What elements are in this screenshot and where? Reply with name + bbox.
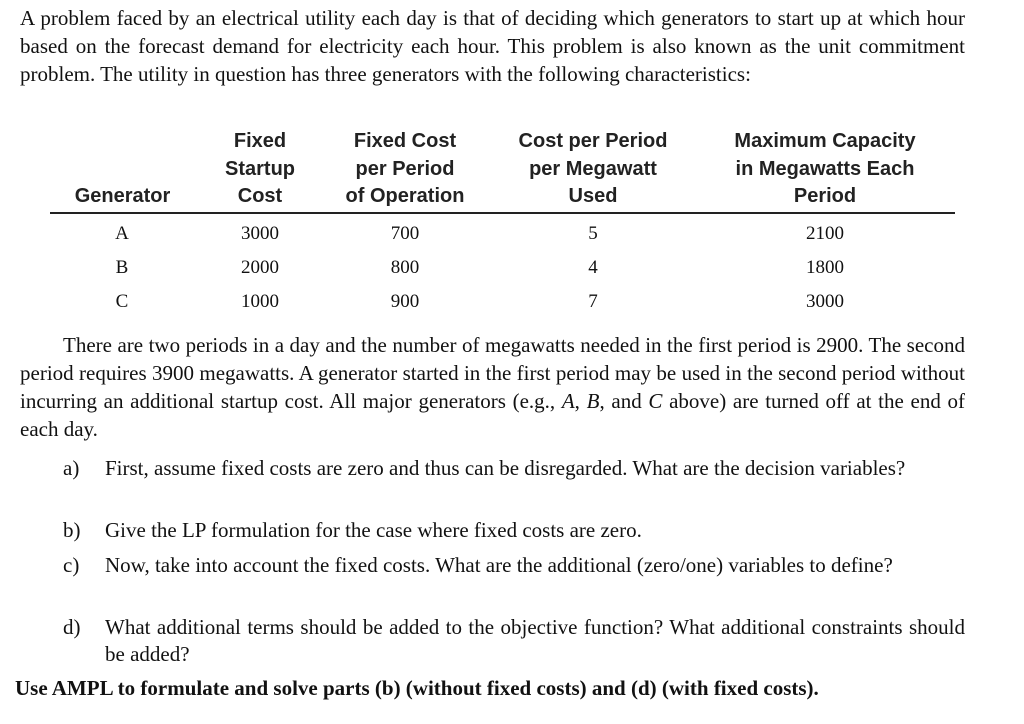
header-fixed-cost-per-period	[325, 128, 485, 211]
question-label: a)	[63, 456, 80, 480]
header-line: Fixed Cost	[353, 130, 457, 152]
table-cell: 4	[588, 257, 598, 278]
header-line: Period	[793, 185, 857, 207]
demand-paragraph	[20, 331, 965, 443]
table-cell: 1000	[241, 291, 279, 312]
table-cell: 700	[390, 223, 420, 244]
table-cell: 1800	[806, 257, 844, 278]
question-label: c)	[63, 553, 80, 577]
header-line: of Operation	[345, 185, 465, 207]
table-cell: B	[115, 257, 129, 278]
para-text: above) are turned off at the end of each day.	[20, 389, 966, 441]
table-cell: 2100	[806, 223, 844, 244]
table-cell: 7	[588, 291, 598, 312]
question-a	[63, 455, 965, 509]
header-line: per Period	[355, 157, 455, 180]
header-line: Cost	[237, 185, 283, 207]
header-fixed-startup-cost	[200, 128, 320, 211]
table-cell: 2000	[241, 257, 279, 278]
header-line: Fixed	[233, 130, 287, 152]
question-label: b)	[63, 518, 81, 542]
question-label: d)	[63, 615, 81, 639]
table-cell: 3000	[241, 223, 279, 244]
question-text: Give the LP formulation for the case where fixed costs are zero.	[105, 518, 642, 542]
generator-a-ref: A	[561, 389, 575, 413]
table-cell: 900	[390, 291, 420, 312]
table-cell: C	[115, 291, 129, 312]
table-cell: 800	[390, 257, 420, 278]
separator: ,	[574, 389, 587, 413]
header-generator: Generator	[74, 185, 171, 207]
ampl-instruction: Use AMPL to formulate and solve parts (b) (without fixed costs) and (d) (with fixed costs).	[15, 676, 819, 700]
header-cost-per-megawatt	[498, 128, 688, 211]
header-line: per Megawatt	[529, 157, 657, 180]
header-line: in Megawatts Each	[735, 157, 915, 180]
generator-c-ref: C	[648, 389, 663, 413]
question-text: First, assume fixed costs are zero and thus can be disregarded. What are the decision variables?	[105, 456, 906, 480]
question-text: What additional terms should be added to the objective function? What additional constraints should be added?	[105, 615, 965, 666]
header-line: Used	[568, 185, 618, 207]
separator: , and	[599, 389, 649, 413]
header-line: Maximum Capacity	[734, 130, 916, 152]
header-maximum-capacity	[710, 128, 940, 211]
table-cell: 5	[588, 223, 598, 244]
table-cell: 3000	[806, 291, 844, 312]
header-rule	[50, 212, 955, 214]
question-text: Now, take into account the fixed costs. What are the additional (zero/one) variables to define?	[105, 553, 893, 577]
header-line: Cost per Period	[518, 130, 668, 152]
intro-paragraph: A problem faced by an electrical utility each day is that of deciding which generators to start up at which hour based on the forecast demand for electricity each hour. This problem is also known as the unit commitment problem. The utility in question has three generators with the following characteristics:	[20, 6, 965, 86]
header-line: Startup	[225, 157, 295, 180]
table-cell: A	[115, 223, 129, 244]
generator-b-ref: B	[586, 389, 600, 413]
para-text: There are two periods in a day and the number of megawatts needed in the first period is 2900. The second period requires 3900 megawatts. A generator started in the first period may be used in the second period without incurring an additional startup cost. All major generators (e.g.,	[20, 333, 965, 413]
